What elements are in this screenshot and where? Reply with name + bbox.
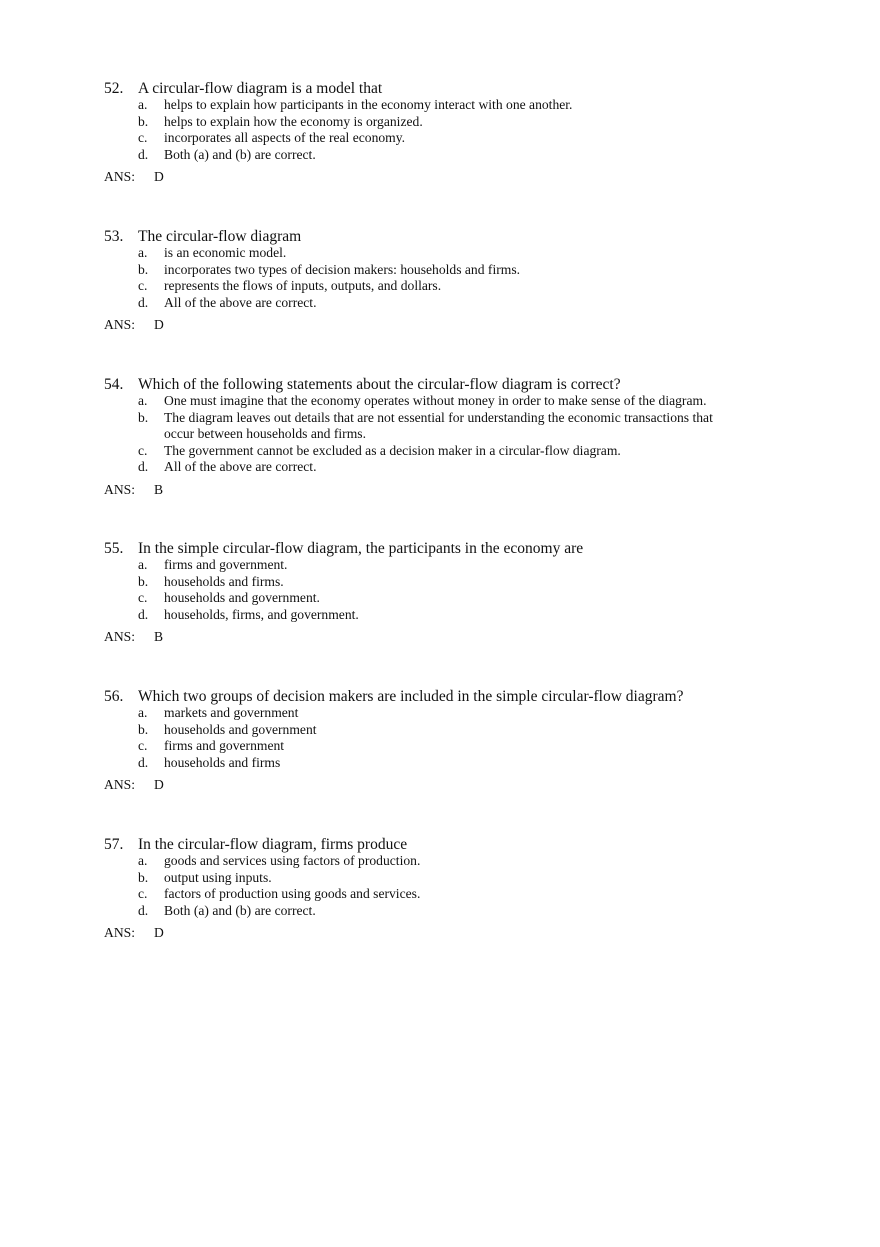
question-text: The circular-flow diagram [138, 228, 302, 245]
choice-d [104, 147, 804, 164]
choice-letter: c. [138, 590, 148, 606]
choice-text: helps to explain how participants in the economy interact with one another. [164, 97, 573, 112]
choice-text: goods and services using factors of production. [164, 853, 421, 868]
choice-c [104, 278, 804, 295]
answer-label: ANS: [104, 629, 135, 645]
choice-letter: c. [138, 130, 148, 146]
choice-text: Both (a) and (b) are correct. [164, 146, 316, 162]
choice-text: Both (a) and (b) are correct. [164, 902, 316, 918]
choice-letter: b. [138, 573, 149, 589]
question-text: Which of the following statements about the circular-flow diagram is correct? [138, 376, 621, 393]
choice-letter: c. [138, 738, 148, 754]
choice-letter: c. [138, 278, 148, 294]
choice-letter: a. [138, 393, 148, 408]
question-number: 56. [104, 688, 124, 705]
choice-list [104, 245, 804, 311]
choice-list [104, 705, 804, 771]
choice-list [104, 97, 804, 163]
question-55 [104, 540, 804, 645]
question-stem [104, 836, 804, 853]
choice-text: incorporates two types of decision makers: households and firms. [164, 261, 521, 277]
choice-letter: b. [138, 261, 149, 277]
choice-a [104, 97, 804, 114]
question-52 [104, 80, 804, 185]
choice-text: output using inputs. [164, 869, 272, 885]
choice-text: households and government. [164, 590, 320, 606]
question-stem [104, 540, 804, 557]
choice-d [104, 295, 804, 312]
answer-value: D [154, 169, 164, 185]
choice-letter: a. [138, 97, 148, 112]
choice-d [104, 755, 804, 772]
choice-letter: d. [138, 146, 149, 162]
choice-text: households and firms. [164, 573, 284, 589]
question-number: 57. [104, 836, 124, 853]
choice-letter: a. [138, 557, 148, 572]
answer-value: D [154, 925, 164, 941]
choice-text: firms and government [164, 738, 285, 754]
choice-text: incorporates all aspects of the real economy. [164, 130, 406, 146]
choice-letter: d. [138, 606, 149, 622]
choice-text: factors of production using goods and services. [164, 886, 421, 902]
choice-c [104, 886, 804, 903]
answer-value: D [154, 317, 164, 333]
question-56 [104, 688, 804, 793]
question-stem [104, 376, 804, 393]
choice-b [104, 870, 804, 887]
choice-b [104, 410, 804, 443]
choice-text: The diagram leaves out details that are not essential for understanding the economic transactions that occur between households and firms. [164, 409, 713, 442]
question-number: 53. [104, 228, 124, 245]
choice-a [104, 853, 804, 870]
choice-letter: d. [138, 902, 149, 918]
choice-letter: a. [138, 705, 148, 720]
choice-d [104, 459, 804, 476]
choice-letter: a. [138, 853, 148, 868]
answer-value: D [154, 777, 164, 793]
question-text: A circular-flow diagram is a model that [138, 80, 383, 97]
choice-list [104, 853, 804, 919]
choice-letter: b. [138, 409, 149, 425]
answer-label: ANS: [104, 777, 135, 793]
answer-label: ANS: [104, 481, 135, 497]
answer-label: ANS: [104, 169, 135, 185]
choice-b [104, 574, 804, 591]
answer-line [104, 925, 804, 941]
question-53 [104, 228, 804, 333]
answer-value: B [154, 481, 164, 497]
choice-text: is an economic model. [164, 245, 287, 260]
choice-c [104, 590, 804, 607]
question-text: In the circular-flow diagram, firms produce [138, 836, 408, 853]
choice-text: households, firms, and government. [164, 606, 359, 622]
choice-text: All of the above are correct. [164, 294, 317, 310]
answer-line [104, 629, 804, 645]
question-57 [104, 836, 804, 941]
choice-letter: a. [138, 245, 148, 260]
choice-letter: d. [138, 459, 149, 475]
choice-c [104, 443, 804, 460]
choice-text: One must imagine that the economy operates without money in order to make sense of the diagram. [164, 393, 707, 408]
question-text: In the simple circular-flow diagram, the participants in the economy are [138, 540, 584, 557]
choice-letter: d. [138, 754, 149, 770]
answer-label: ANS: [104, 317, 135, 333]
choice-a [104, 393, 804, 410]
question-stem [104, 688, 804, 705]
choice-letter: d. [138, 294, 149, 310]
choice-list [104, 557, 804, 623]
choice-letter: c. [138, 442, 148, 458]
choice-b [104, 722, 804, 739]
choice-text: represents the flows of inputs, outputs, and dollars. [164, 278, 442, 294]
answer-label: ANS: [104, 925, 135, 941]
choice-letter: b. [138, 869, 149, 885]
choice-d [104, 607, 804, 624]
choice-a [104, 245, 804, 262]
choice-c [104, 738, 804, 755]
choice-a [104, 557, 804, 574]
question-number: 55. [104, 540, 124, 557]
choice-c [104, 130, 804, 147]
choice-text: households and government [164, 721, 317, 737]
answer-line [104, 777, 804, 793]
choice-a [104, 705, 804, 722]
answer-line [104, 169, 804, 185]
choice-text: The government cannot be excluded as a decision maker in a circular-flow diagram. [164, 442, 621, 458]
question-text: Which two groups of decision makers are included in the simple circular-flow diagram? [138, 688, 684, 705]
choice-text: households and firms [164, 754, 281, 770]
choice-letter: b. [138, 721, 149, 737]
choice-text: All of the above are correct. [164, 459, 317, 475]
question-stem [104, 228, 804, 245]
question-number: 52. [104, 80, 124, 97]
answer-value: B [154, 629, 164, 645]
choice-text: helps to explain how the economy is organized. [164, 113, 423, 129]
choice-letter: c. [138, 886, 148, 902]
choice-list [104, 393, 804, 476]
answer-line [104, 317, 804, 333]
question-number: 54. [104, 376, 124, 393]
choice-b [104, 114, 804, 131]
choice-d [104, 903, 804, 920]
question-stem [104, 80, 804, 97]
choice-text: markets and government [164, 705, 299, 720]
choice-text: firms and government. [164, 557, 288, 572]
question-54 [104, 376, 804, 498]
answer-line [104, 482, 804, 498]
choice-letter: b. [138, 113, 149, 129]
choice-b [104, 262, 804, 279]
